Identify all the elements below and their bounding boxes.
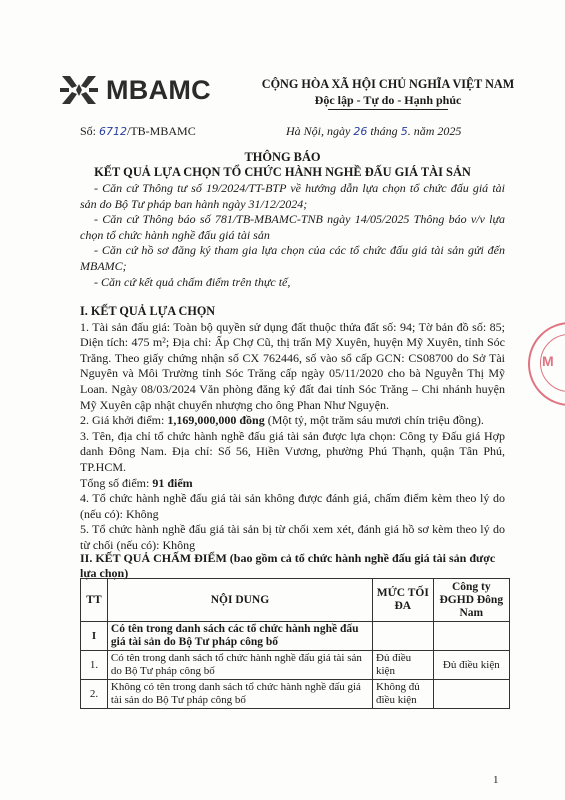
- logo-text: MBAMC: [106, 74, 211, 105]
- table-row: 2. Không có tên trong danh sách tổ chức hành nghề đấu giá tài sản do Bộ Tư pháp công bố Không đủ điều kiện: [81, 680, 510, 709]
- table-row: 1. Có tên trong danh sách tổ chức hành nghề đấu giá tài sản do Bộ Tư pháp công bố Đủ điều kiện Đủ điều kiện: [81, 651, 510, 680]
- starting-price: 2. Giá khởi điểm: 1,169,000,000 đồng (Một tỷ, một trăm sáu mươi chín triệu đồng).: [80, 413, 484, 428]
- doc-number-handwritten: 6712: [99, 125, 128, 138]
- motto-underline: [328, 109, 448, 110]
- header-content: NỘI DUNG: [107, 579, 372, 622]
- rejected-note: 5. Tổ chức hành nghề đấu giá tài sản bị từ chối xem xét, đánh giá hồ sơ kèm theo lý do từ chối (nếu có): Không: [80, 522, 505, 552]
- document-number: [80, 124, 196, 139]
- table-header-row: [81, 579, 510, 622]
- nation-name: CỘNG HÒA XÃ HỘI CHỦ NGHĨA VIỆT NAM: [261, 77, 515, 91]
- total-score: Tổng số điểm: 91 điểm: [80, 475, 193, 490]
- basis-item: - Căn cứ Thông báo số 781/TB-MBAMC-TNB ngày 14/05/2025 Thông báo v/v lựa chọn tổ chức hành nghề đấu giá tài sản: [80, 212, 505, 242]
- basis-item: - Căn cứ kết quả chấm điểm trên thực tế,: [94, 274, 291, 289]
- page-number: 1: [493, 774, 499, 786]
- section2-heading: II. KẾT QUẢ CHẤM ĐIỂM (bao gồm cả tổ chức hành nghề đấu giá tài sản được lựa chọn): [80, 551, 496, 580]
- header-max: MỨC TỐI ĐA: [373, 579, 434, 622]
- doc-number-label: Số:: [80, 124, 97, 138]
- selected-organization: 3. Tên, địa chỉ tổ chức hành nghề đấu giá tài sản được lựa chọn: Công ty Đấu giá Hợp danh Đông Nam. Địa chỉ: Số 56, Hiền Vương, phường Phú Thạnh, quận Tân Phú, TP.HCM.: [80, 428, 505, 474]
- basis-item: - Căn cứ Thông tư số 19/2024/TT-BTP về hướng dẫn lựa chọn tổ chức đấu giá tài sản do Bộ Tư pháp ban hành ngày 31/12/2024;: [80, 181, 505, 211]
- header-company: Công ty ĐGHD Đông Nam: [433, 579, 509, 622]
- red-seal-stamp: M: [528, 322, 565, 406]
- year-text: năm 2025: [413, 124, 462, 138]
- doc-title: THÔNG BÁO: [244, 150, 321, 164]
- section-selection-result: [80, 304, 505, 554]
- section1-heading: I. KẾT QUẢ LỰA CHỌN: [80, 304, 216, 318]
- header-tt: TT: [81, 579, 108, 622]
- table-row: I Có tên trong danh sách các tổ chức hành nghề đấu giá tài sản do Bộ Tư pháp công bố: [81, 622, 510, 651]
- not-evaluated-note: 4. Tổ chức hành nghề đấu giá tài sản không được đánh giá, chấm điểm kèm theo lý do (nếu có): Không: [80, 491, 505, 521]
- place-label: Hà Nội, ngày: [286, 124, 351, 138]
- doc-subtitle: KẾT QUẢ LỰA CHỌN TỔ CHỨC HÀNH NGHỀ ĐẤU GIÁ TÀI SẢN: [94, 165, 471, 179]
- national-header: [258, 76, 518, 110]
- place-date: Hà Nội, ngày 26 tháng 5. năm 2025: [286, 124, 462, 138]
- asset-description: 1. Tài sản đấu giá: Toàn bộ quyền sử dụng đất thuộc thửa đất số: 94; Tờ bản đồ số: 85; Diện tích: 475 m²; Địa chỉ: Ấp Chợ Cũ, thị trấn Mỹ Xuyên, huyện Mỹ Xuyên, tỉnh Sóc Trăng. Theo giấy chứng nhận số CX 762446, số vào sổ cấp GCN: CS08700 do Sở Tài Nguyên và Môi Trường tỉnh Sóc Trăng cấp ngày 05/11/2020 cho bà Nguyễn Thị Mỹ Loan. Ngày 08/03/2024 Văn phòng đăng ký đất đai tỉnh Sóc Trăng – Chi nhánh huyện Mỹ Xuyên cập nhật chuyển nhượng cho ông Phan Như Nguyện.: [80, 319, 505, 412]
- total-score-value: 91 điểm: [152, 475, 193, 490]
- basis-item: - Căn cứ hồ sơ đăng ký tham gia lựa chọn của các tổ chức đấu giá tài sản gửi đến MBAMC;: [80, 243, 505, 273]
- month-handwritten: 5: [400, 125, 408, 138]
- nation-motto: Độc lập - Tự do - Hạnh phúc: [314, 93, 462, 107]
- day-handwritten: 26: [353, 125, 368, 138]
- score-table: [80, 578, 510, 709]
- star-burst-icon: [58, 72, 100, 108]
- mbamc-logo: [58, 70, 258, 110]
- doc-number-suffix: /TB-MBAMC: [127, 124, 196, 138]
- month-label: tháng: [370, 124, 398, 138]
- starting-price-amount: 1,169,000,000 đồng: [167, 413, 265, 428]
- legal-basis: [80, 181, 505, 290]
